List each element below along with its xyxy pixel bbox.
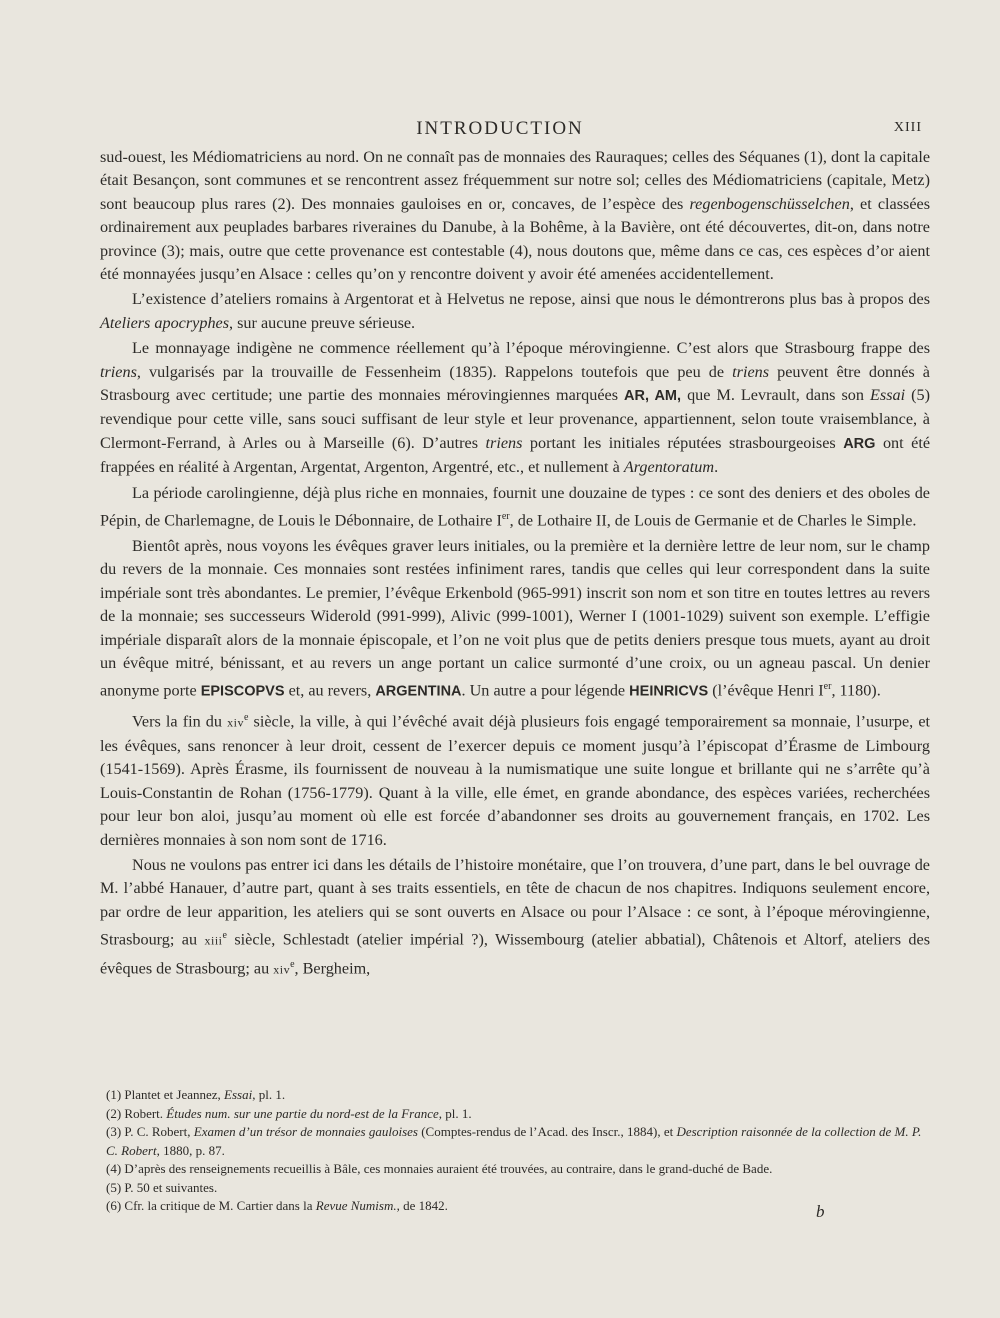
footnote-3: (3) P. C. Robert, Examen d’un trésor de monnaies gauloises (Comptes-rendus de l’Acad. des Inscr., 1884), et Description raisonnée de la collection de M. P. C. Robert, 1880, p. 87. [106,1124,922,1158]
footnote-1: (1) Plantet et Jeannez, Essai, pl. 1. [106,1087,286,1102]
footnotes [106,1086,936,1216]
paragraph-2: L’existence d’ateliers romains à Argentorat et à Helvetus ne repose, ainsi que nous le démontrerons plus bas à propos des Ateliers apocryphes, sur aucune preuve sérieuse. [100,290,930,332]
signature-mark: b [816,1202,825,1221]
page-header [0,118,1000,142]
paragraph-3: Le monnayage indigène ne commence réellement qu’à l’époque mérovingienne. C’est alors que Strasbourg frappe des triens, vulgarisés par la trouvaille de Fessenheim (1835). Rappelons toutefois que peu de triens peuvent être donnés à Strasbourg avec certitude; une partie des monnaies mérovingiennes marquées AR, AM, que M. Levrault, dans son Essai (5) revendique pour cette ville, sans souci suffisant de leur style et leur provenance, appartiennent, selon toute vraisemblance, à Clermont-Ferrand, à Arles ou à Marseille (6). D’autres triens portant les initiales réputées strasbourgeoises ARG ont été frappées en réalité à Argentan, Argentat, Argenton, Argentré, etc., et nullement à Argentoratum. [100,339,931,477]
body-text [100,146,930,984]
footnote-5: (5) P. 50 et suivantes. [106,1179,218,1195]
paragraph-7: Nous ne voulons pas entrer ici dans les détails de l’histoire monétaire, que l’on trouvera, d’une part, dans le bel ouvrage de M. l’abbé Hanauer, d’autre part, quant à ses traits essentiels, en tête de chacun de nos chapitres. Indiquons seulement encore, par ordre de leur apparition, les ateliers qui se sont ouverts en Alsace ou pour l’Alsace : ce sont, à l’époque mérovingienne, Strasbourg; au xiii$^e$ siècle, Schlestadt (atelier impérial ?), Wissembourg (atelier abbatial), Châtenois et Altorf, ateliers des évêques de Strasbourg; au xiv$^e$, Bergheim, [100,855,930,978]
page-title: INTRODUCTION [416,118,584,139]
paragraph-5: Bientôt après, nous voyons les évêques graver leurs initiales, ou la première et la dernière lettre de leur nom, sur le champ du revers de la monnaie. Ces monnaies sont restées infiniment rares, tandis que celles qui leur correspondent dans la suite impériale sont très abondantes. Le premier, l’évêque Erkenbold (965-991) inscrit son nom et son titre en toutes lettres au revers de la monnaie; ses successeurs Widerold (991-999), Alivic (999-1001), Werner I (1001-1029) suivent son exemple. L’effigie impériale disparaît alors de la monnaie épiscopale, et l’on ne voit plus que de petits deniers presque tous muets, ayant au droit un évêque mitré, bénissant, et au revers un ange portant un calice surmonté d’une croix, ou un agneau pascal. Un denier anonyme porte EPISCOPVS et, au revers, ARGENTINA. Un autre a pour légende HEINRICVS (l’évêque Henri Ier, 1180). [100,536,930,700]
page-number: XIII [893,120,922,135]
paragraph-4: La période carolingienne, déjà plus riche en monnaies, fournit une douzaine de types : ce sont des deniers et des oboles de Pépin, de Charlemagne, de Louis le Débonnaire, de Lothaire Ier, de Lothaire II, de Louis de Germanie et de Charles le Simple. [100,483,930,530]
footnote-2: (2) Robert. Études num. sur une partie du nord-est de la France, pl. 1. [106,1105,472,1121]
footnote-6: (6) Cfr. la critique de M. Cartier dans la Revue Numism., de 1842. [106,1198,448,1213]
footnote-4: (4) D’après des renseignements recueillis à Bâle, ces monnaies auraient été trouvées, au contraire, dans le grand-duché de Bade. [106,1161,773,1176]
paragraph-1: sud-ouest, les Médiomatriciens au nord. On ne connaît pas de monnaies des Rauraques; celles des Séquanes (1), dont la capitale était Besançon, sont communes et se rencontrent assez fréquemment sur notre sol; celles des Médiomatriciens (capitale, Metz) sont beaucoup plus rares (2). Des monnaies gauloises en or, concaves, de l’espèce des regenbogenschüsselchen, et classées ordinairement aux peuplades barbares riveraines du Danube, à la Bohême, à la Bavière, ont été découvertes, dit-on, dans notre province (3); mais, outre que cette provenance est contestable (4), nous doutons que, même dans ce cas, ces espèces d’or aient été monnayées jusqu’en Alsace : celles qu’on y rencontre doivent y avoir été amenées accidentellement. [100,148,930,284]
paragraph-6: Vers la fin du xiv$^e$ siècle, la ville, à qui l’évêché avait déjà plusieurs fois engagé temporairement sa monnaie, l’usurpe, et les évêques, sans renoncer à leur droit, cessent de l’exercer depuis ce moment jusqu’à l’épiscopat d’Érasme de Limbourg (1541-1569). Après Érasme, ils fournissent de nouveau à la numismatique une suite longue et brillante qui ne s’arrête qu’à Louis-Constantin de Rohan (1756-1779). Quant à la ville, elle émet, en grande abondance, des espèces variées, recherchées pour leur bon aloi, jusqu’au moment où elle est forcée d’abandonner ses droits au gouvernement français, en 1702. Les dernières monnaies à son nom sont de 1716. [100,712,930,849]
